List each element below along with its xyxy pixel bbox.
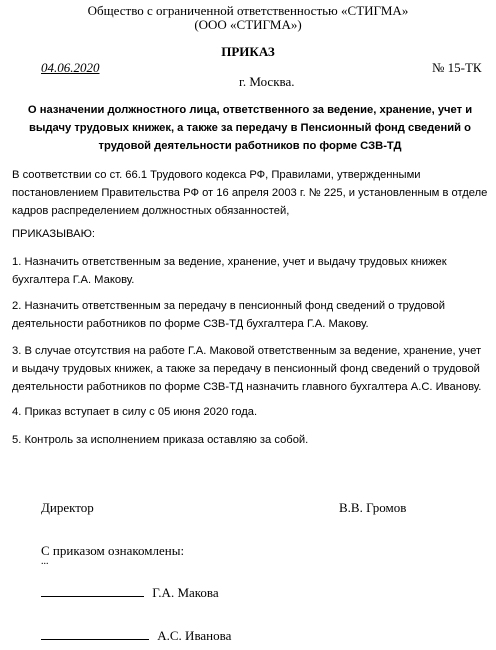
order-date: 04.06.2020 [41,60,100,75]
order-item-1: 1. Назначить ответственным за ведение, хранение, учет и выдачу трудовых книжек бухгалтера Г.А. Макову. [12,256,447,286]
document-title: ПРИКАЗ [221,44,275,59]
signature-name: В.В. Громов [339,500,407,515]
signature-position: Директор [41,500,94,515]
order-subject: О назначении должностного лица, ответственного за ведение, хранение, учет и выдачу трудовых книжек, а также за передачу в Пенсионный фонд сведений о трудовой деятельности работников по форме СЗВ-ТД [27,104,473,152]
order-word: ПРИКАЗЫВАЮ: [12,228,96,240]
order-number: № 15-ТК [432,60,482,75]
order-preamble: В соответствии со ст. 66.1 Трудового кодекса РФ, Правилами, утвержденными постановлением Правительства РФ от 16 апреля 2003 г. № 225, и установленным в отделе кадров распределением должностных обязанностей, [12,169,488,217]
order-item-3: 3. В случае отсутствия на работе Г.А. Маковой ответственным за ведение, хранение, учет и выдачу трудовых книжек, а также за передачу в пенсионный фонд сведений о трудовой деятельности работников по форме СЗВ-ТД назначить главного бухгалтера А.С. Иванову. [12,345,482,393]
acquainted-label: С приказом ознакомлены: [41,543,185,558]
acquainted-person-name: Г.А. Макова [152,585,219,600]
org-short-name: (ООО «СТИГМА») [194,17,302,32]
acquainted-ellipsis: ... [41,556,49,567]
signature-line [41,585,144,597]
order-item-2: 2. Назначить ответственным за передачу в пенсионный фонд сведений о трудовой деятельности работников по форме СЗВ-ТД бухгалтера Г.А. Макову. [12,300,446,330]
acquaintance-row [41,585,219,601]
order-item-5: 5. Контроль за исполнением приказа оставляю за собой. [12,434,309,446]
order-city: г. Москва. [239,74,295,89]
signature-line [41,628,149,640]
org-name: Общество с ограниченной ответственностью «СТИГМА» [87,3,409,18]
order-item-4: 4. Приказ вступает в силу с 05 июня 2020 года. [12,406,258,418]
acquaintance-row [41,628,231,644]
acquainted-person-name: А.С. Иванова [157,628,232,643]
